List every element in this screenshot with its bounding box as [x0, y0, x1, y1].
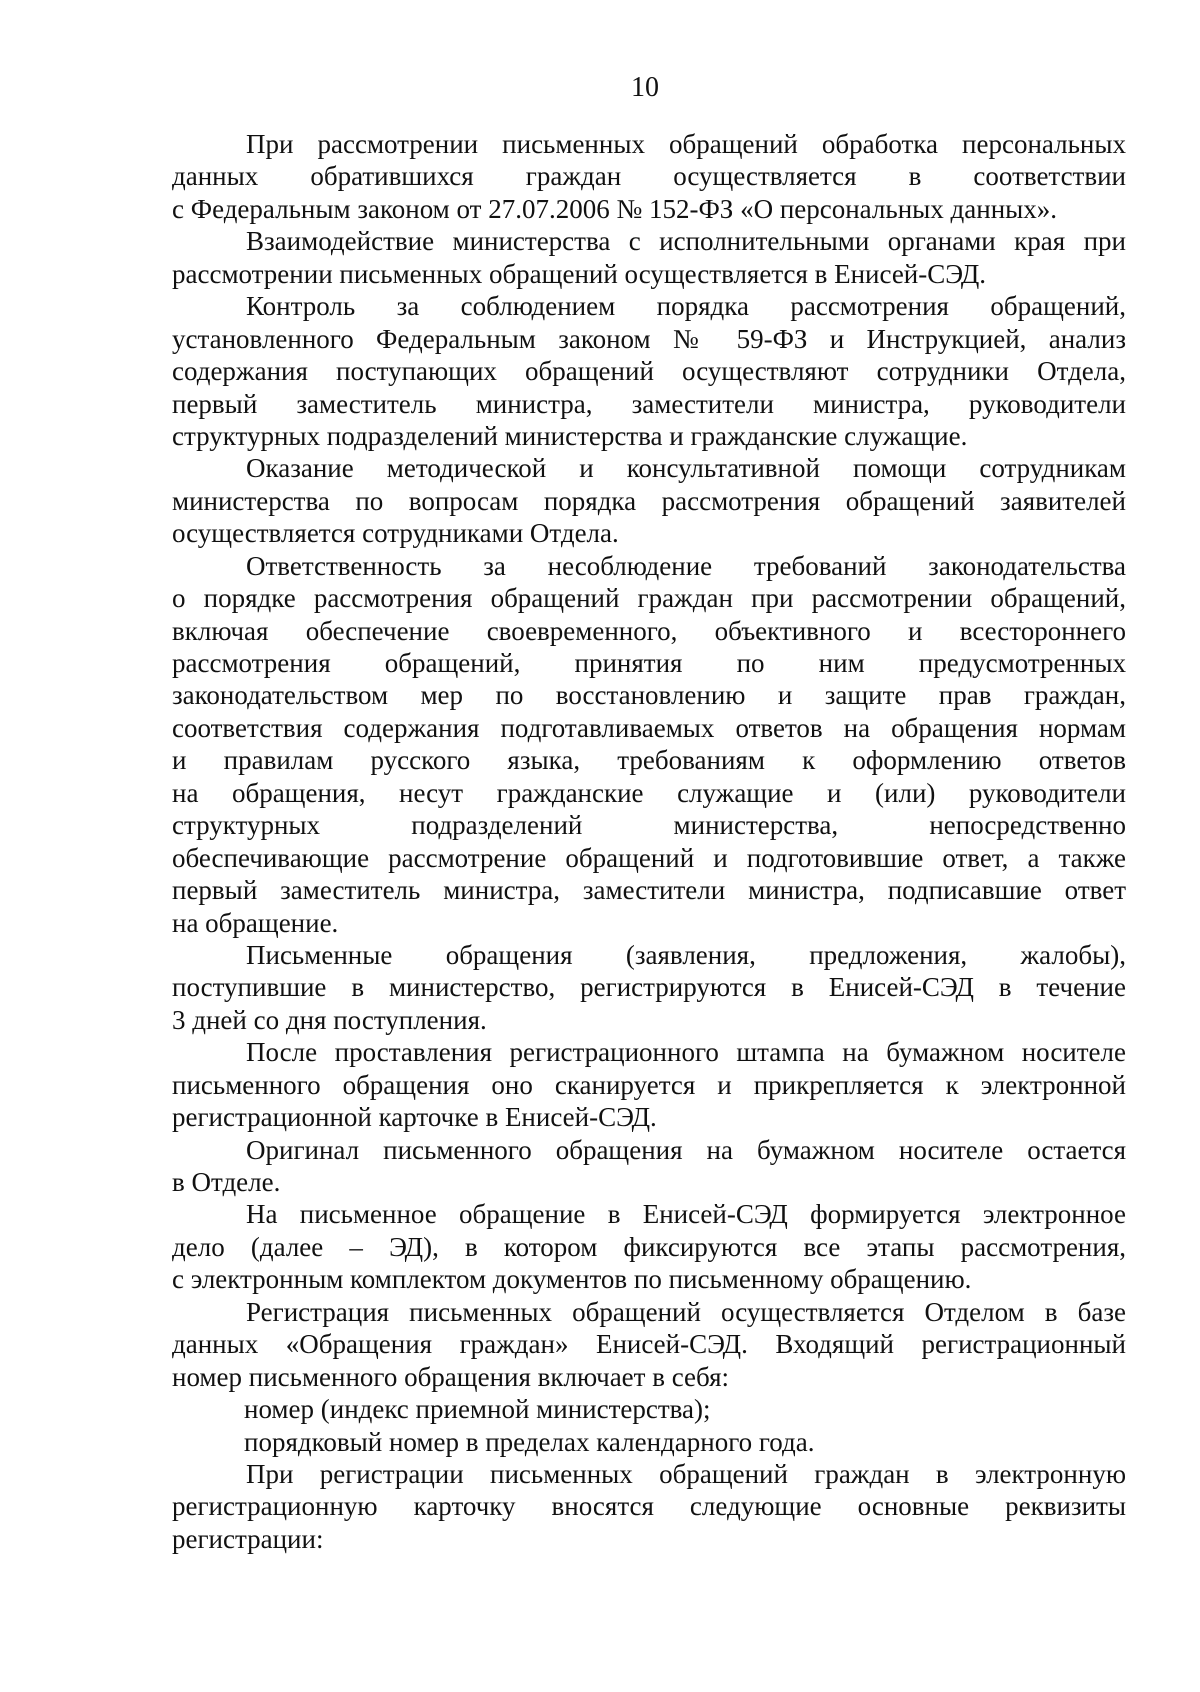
text-line: регистрационную карточку вносятся следующие основные реквизиты [172, 1491, 1126, 1522]
text-line: рассмотрения обращений, принятия по ним предусмотренных [172, 648, 1126, 678]
text-line: На письменное обращение в Енисей-СЭД формируется электронное [246, 1199, 1126, 1230]
text-line: осуществляется сотрудниками Отдела. [172, 518, 619, 549]
text-line: на обращения, несут гражданские служащие и (или) руководители [172, 777, 1126, 808]
text-line: Оказание методической и консультативной помощи сотрудникам [246, 453, 1126, 484]
text-line: Оригинал письменного обращения на бумажном носителе остается [246, 1134, 1126, 1165]
document-body [172, 128, 1126, 1555]
text-line: структурных подразделений министерства и гражданские служащие. [172, 420, 968, 451]
text-line: порядковый номер в пределах календарного года. [244, 1426, 815, 1457]
text-line: дело (далее – ЭД), в котором фиксируются все этапы рассмотрения, [172, 1231, 1126, 1262]
text-line: в Отделе. [172, 1167, 281, 1197]
page-number: 10 [631, 72, 659, 103]
text-line: регистрационной карточке в Енисей-СЭД. [172, 1102, 657, 1133]
text-line: При регистрации письменных обращений граждан в электронную [246, 1458, 1126, 1489]
text-line: министерства по вопросам порядка рассмотрения обращений заявителей [172, 485, 1126, 516]
text-line: на обращение. [172, 907, 339, 938]
text-line: установленного Федеральным законом № 59-ФЗ и Инструкцией, анализ [172, 323, 1126, 354]
text-line: соответствия содержания подготавливаемых ответов на обращения нормам [172, 712, 1126, 743]
text-line: Контроль за соблюдением порядка рассмотрения обращений, [246, 291, 1126, 322]
text-line: данных «Обращения граждан» Енисей-СЭД. Входящий регистрационный [172, 1329, 1126, 1360]
text-line: о порядке рассмотрения обращений граждан при рассмотрении обращений, [172, 583, 1126, 614]
text-line: Ответственность за несоблюдение требований законодательства [246, 550, 1126, 581]
text-line: Взаимодействие министерства с исполнительными органами края при [246, 226, 1126, 257]
text-line: номер письменного обращения включает в себя: [172, 1361, 729, 1392]
text-line: При рассмотрении письменных обращений обработка персональных [246, 129, 1126, 159]
text-line: законодательством мер по восстановлению и защите прав граждан, [172, 680, 1126, 711]
text-line: первый заместитель министра, заместители министра, руководители [172, 388, 1126, 419]
text-line: поступившие в министерство, регистрируются в Енисей-СЭД в течение [172, 972, 1126, 1003]
text-line: обеспечивающие рассмотрение обращений и подготовившие ответ, а также [172, 842, 1126, 873]
text-line: регистрации: [172, 1523, 324, 1554]
text-line: данных обратившихся граждан осуществляется в соответствии [172, 161, 1126, 192]
text-line: номер (индекс приемной министерства); [244, 1394, 711, 1425]
text-line: первый заместитель министра, заместители министра, подписавшие ответ [172, 875, 1126, 906]
text-line: После проставления регистрационного штампа на бумажном носителе [246, 1037, 1126, 1068]
text-line: включая обеспечение своевременного, объективного и всестороннего [172, 615, 1126, 646]
text-line: содержания поступающих обращений осуществляют сотрудники Отдела, [172, 356, 1126, 387]
text-line: структурных подразделений министерства, непосредственно [172, 810, 1126, 841]
text-line: и правилам русского языка, требованиям к оформлению ответов [172, 745, 1126, 776]
text-line: письменного обращения оно сканируется и прикрепляется к электронной [172, 1069, 1126, 1100]
text-line: Письменные обращения (заявления, предложения, жалобы), [246, 939, 1126, 970]
text-line: Регистрация письменных обращений осуществляется Отделом в базе [246, 1296, 1126, 1327]
text-line: рассмотрении письменных обращений осуществляется в Енисей-СЭД. [172, 258, 986, 289]
text-line: 3 дней со дня поступления. [172, 1004, 487, 1035]
text-line: с электронным комплектом документов по письменному обращению. [172, 1264, 972, 1295]
text-line: с Федеральным законом от 27.07.2006 № 152-ФЗ «О персональных данных». [172, 193, 1058, 224]
